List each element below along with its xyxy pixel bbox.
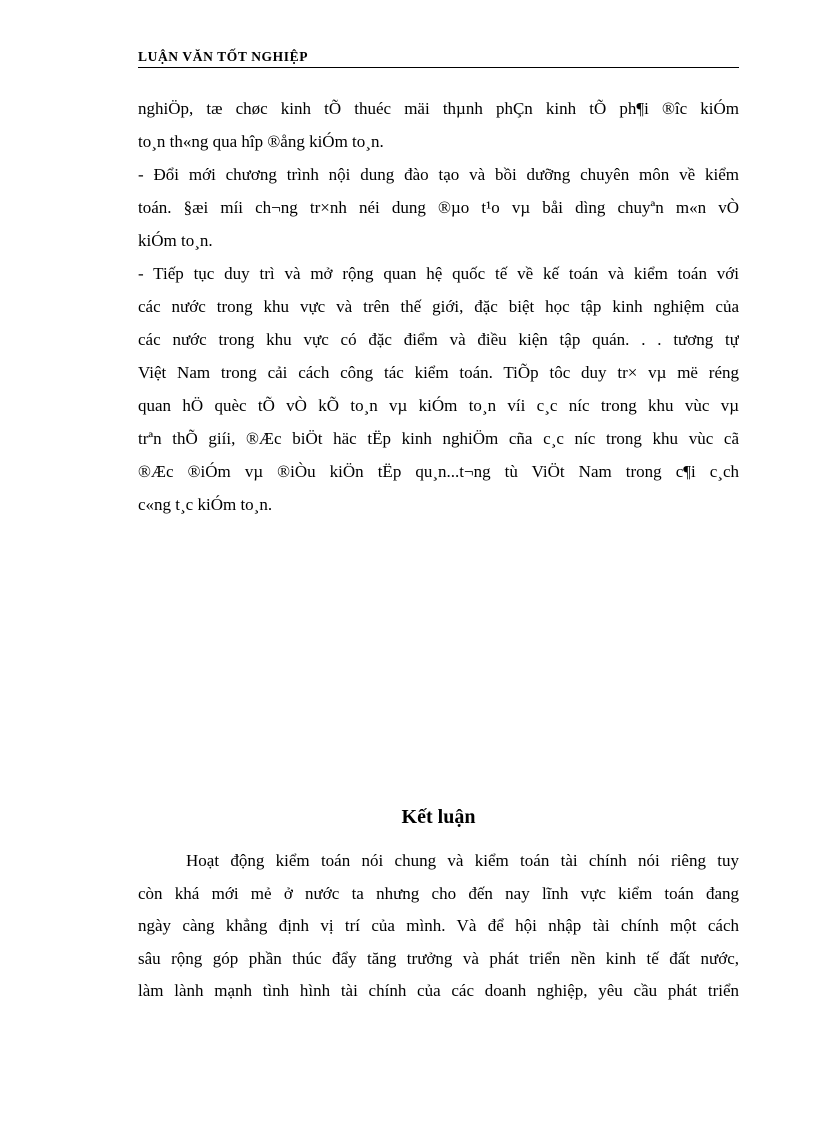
conclusion-line: ngày càng khẳng định vị trí của mình. Và để hội nhập tài chính một cách [138, 916, 739, 935]
conclusion-line: sâu rộng góp phần thúc đẩy tăng trưởng và phát triển nền kinh tế đất nước, [138, 948, 739, 968]
body-line: Việt Nam trong cải cách công tác kiểm toán. TiÕp tôc duy tr× vµ më réng [138, 363, 739, 382]
body-line: to¸n th«ng qua hîp ®ång kiÓm to¸n. [138, 132, 384, 151]
header-title: LUẬN VĂN TỐT NGHIỆP [138, 49, 309, 64]
body-paragraphs [138, 92, 739, 521]
conclusion-line: làm lành mạnh tình hình tài chính của các doanh nghiệp, yêu cầu phát triển [138, 981, 739, 1000]
body-line: c«ng t¸c kiÓm to¸n. [138, 495, 273, 514]
body-line: - Đổi mới chương trình nội dung đào tạo và bồi dưỡng chuyên môn về kiểm [138, 165, 739, 184]
page-header [138, 48, 739, 68]
conclusion-line: Hoạt động kiểm toán nói chung và kiểm toán tài chính nói riêng tuy [186, 851, 739, 870]
body-line: các nước trong khu vực có đặc điểm và điều kiện tập quán. . . tương tự [138, 330, 739, 349]
body-line: toán. §æi míi ch¬ng tr×nh néi dung ®µo t¹o vµ båi dìng chuyªn m«n vÒ [138, 198, 739, 217]
body-line: trªn thÕ giíi, ®Æc biÖt häc tËp kinh nghiÖm cña c¸c níc trong khu vùc cã [138, 429, 739, 448]
conclusion-paragraph [138, 845, 739, 1008]
body-line: các nước trong khu vực và trên thế giới, đặc biệt học tập kinh nghiệm của [138, 297, 739, 316]
body-line: - Tiếp tục duy trì và mở rộng quan hệ quốc tế về kế toán và kiểm toán với [138, 264, 739, 283]
body-line: quan hÖ quèc tÕ vÒ kÕ to¸n vµ kiÓm to¸n víi c¸c níc trong khu vùc vµ [138, 396, 739, 415]
conclusion-line: còn khá mới mẻ ở nước ta nhưng cho đến nay lĩnh vực kiểm toán đang [138, 883, 739, 903]
body-line: nghiÖp, tæ chøc kinh tÕ thuéc mäi thµnh phÇn kinh tÕ ph¶i ®îc kiÓm [138, 99, 739, 118]
body-line: ®Æc ®iÓm vµ ®iÒu kiÖn tËp qu¸n...t¬ng tù ViÖt Nam trong c¶i c¸ch [138, 462, 739, 481]
body-line: kiÓm to¸n. [138, 231, 213, 250]
conclusion-title: Kết luận [401, 806, 476, 828]
